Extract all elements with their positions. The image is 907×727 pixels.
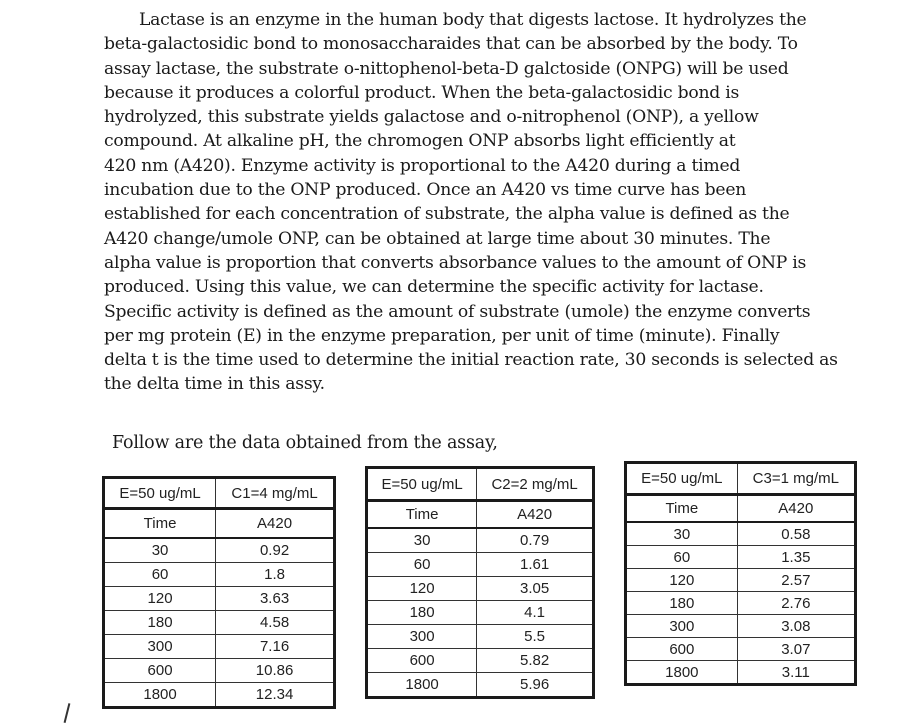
table-row xyxy=(104,587,335,611)
a420-cell: 3.11 xyxy=(737,661,855,685)
a420-cell: 0.58 xyxy=(737,522,855,546)
paragraph-line: produced. Using this value, we can determine the specific activity for lactase. xyxy=(104,277,764,298)
a420-header: A420 xyxy=(477,501,594,529)
table-row xyxy=(367,577,594,601)
paragraph-line: Specific activity is defined as the amount of substrate (umole) the enzyme converts xyxy=(104,301,811,322)
table-row xyxy=(104,538,335,563)
a420-cell: 5.82 xyxy=(477,649,594,673)
time-cell: 60 xyxy=(626,546,738,569)
table-row xyxy=(104,683,335,708)
paragraph-line: compound. At alkaline pH, the chromogen ONP absorbs light efficiently at xyxy=(104,131,736,152)
time-cell: 1800 xyxy=(104,683,216,708)
time-header: Time xyxy=(626,495,738,523)
paragraph-line: hydrolyzed, this substrate yields galactose and o-nitrophenol (ONP), a yellow xyxy=(104,107,759,128)
pen-mark xyxy=(64,703,70,723)
table-row xyxy=(626,638,856,661)
time-cell: 60 xyxy=(367,553,477,577)
table-row xyxy=(626,546,856,569)
table-row xyxy=(626,615,856,638)
time-cell: 120 xyxy=(367,577,477,601)
time-cell: 600 xyxy=(104,659,216,683)
paragraph-line: Lactase is an enzyme in the human body that digests lactose. It hydrolyzes the xyxy=(139,10,807,30)
a420-cell: 1.61 xyxy=(477,553,594,577)
a420-cell: 0.79 xyxy=(477,528,594,553)
paragraph-line: alpha value is proportion that converts absorbance values to the amount of ONP is xyxy=(104,252,807,273)
a420-cell: 4.1 xyxy=(477,601,594,625)
a420-cell: 7.16 xyxy=(216,635,335,659)
a420-header: A420 xyxy=(737,495,855,523)
a420-cell: 1.8 xyxy=(216,563,335,587)
time-cell: 120 xyxy=(626,569,738,592)
time-cell: 120 xyxy=(104,587,216,611)
paragraph-line: A420 change/umole ONP, can be obtained at large time about 30 minutes. The xyxy=(104,228,771,249)
table-row xyxy=(104,563,335,587)
time-cell: 30 xyxy=(367,528,477,553)
paragraph-line: beta-galactosidic bond to monosaccharaides that can be absorbed by the body. To xyxy=(104,34,798,55)
time-header: Time xyxy=(367,501,477,529)
paragraph-line: incubation due to the ONP produced. Once an A420 vs time curve has been xyxy=(104,180,747,201)
paragraph-line: per mg protein (E) in the enzyme preparation, per unit of time (minute). Finally xyxy=(104,325,780,346)
time-cell: 600 xyxy=(626,638,738,661)
time-cell: 300 xyxy=(104,635,216,659)
table-row xyxy=(367,625,594,649)
a420-cell: 3.07 xyxy=(737,638,855,661)
table-row xyxy=(626,661,856,685)
time-cell: 180 xyxy=(104,611,216,635)
intro-paragraph xyxy=(104,8,838,397)
enzyme-header: E=50 ug/mL xyxy=(367,468,477,501)
a420-cell: 3.63 xyxy=(216,587,335,611)
concentration-header: C3=1 mg/mL xyxy=(737,463,855,495)
assay-table-c3 xyxy=(624,461,857,686)
table-row xyxy=(104,659,335,683)
time-header: Time xyxy=(104,509,216,539)
concentration-header: C2=2 mg/mL xyxy=(477,468,594,501)
a420-cell: 3.08 xyxy=(737,615,855,638)
table-row xyxy=(104,611,335,635)
paragraph-line: 420 nm (A420). Enzyme activity is proportional to the A420 during a timed xyxy=(104,155,741,176)
paragraph-line: assay lactase, the substrate o-nittophenol-beta-D galctoside (ONPG) will be used xyxy=(104,58,789,79)
a420-cell: 4.58 xyxy=(216,611,335,635)
a420-header: A420 xyxy=(216,509,335,539)
time-cell: 60 xyxy=(104,563,216,587)
data-caption: Follow are the data obtained from the assay, xyxy=(112,433,498,453)
a420-cell: 5.5 xyxy=(477,625,594,649)
a420-cell: 2.57 xyxy=(737,569,855,592)
table-row xyxy=(367,601,594,625)
a420-cell: 10.86 xyxy=(216,659,335,683)
time-cell: 300 xyxy=(626,615,738,638)
table-row xyxy=(626,592,856,615)
time-cell: 30 xyxy=(626,522,738,546)
a420-cell: 3.05 xyxy=(477,577,594,601)
table-row xyxy=(367,673,594,698)
a420-cell: 2.76 xyxy=(737,592,855,615)
table-row xyxy=(626,522,856,546)
table-row xyxy=(367,528,594,553)
enzyme-header: E=50 ug/mL xyxy=(104,478,216,509)
time-cell: 30 xyxy=(104,538,216,563)
a420-cell: 5.96 xyxy=(477,673,594,698)
paragraph-line: the delta time in this assy. xyxy=(104,374,325,395)
assay-table-c1 xyxy=(102,476,336,709)
a420-cell: 1.35 xyxy=(737,546,855,569)
assay-table-c2 xyxy=(365,466,595,699)
enzyme-header: E=50 ug/mL xyxy=(626,463,738,495)
time-cell: 180 xyxy=(367,601,477,625)
table-row xyxy=(367,649,594,673)
paragraph-line: established for each concentration of substrate, the alpha value is defined as the xyxy=(104,204,790,225)
table-row xyxy=(626,569,856,592)
time-cell: 600 xyxy=(367,649,477,673)
table-row xyxy=(367,553,594,577)
time-cell: 180 xyxy=(626,592,738,615)
time-cell: 1800 xyxy=(626,661,738,685)
a420-cell: 12.34 xyxy=(216,683,335,708)
concentration-header: C1=4 mg/mL xyxy=(216,478,335,509)
paragraph-line: delta t is the time used to determine the initial reaction rate, 30 seconds is selected as xyxy=(104,350,838,371)
time-cell: 300 xyxy=(367,625,477,649)
paragraph-line: because it produces a colorful product. When the beta-galactosidic bond is xyxy=(104,82,740,103)
a420-cell: 0.92 xyxy=(216,538,335,563)
table-row xyxy=(104,635,335,659)
time-cell: 1800 xyxy=(367,673,477,698)
